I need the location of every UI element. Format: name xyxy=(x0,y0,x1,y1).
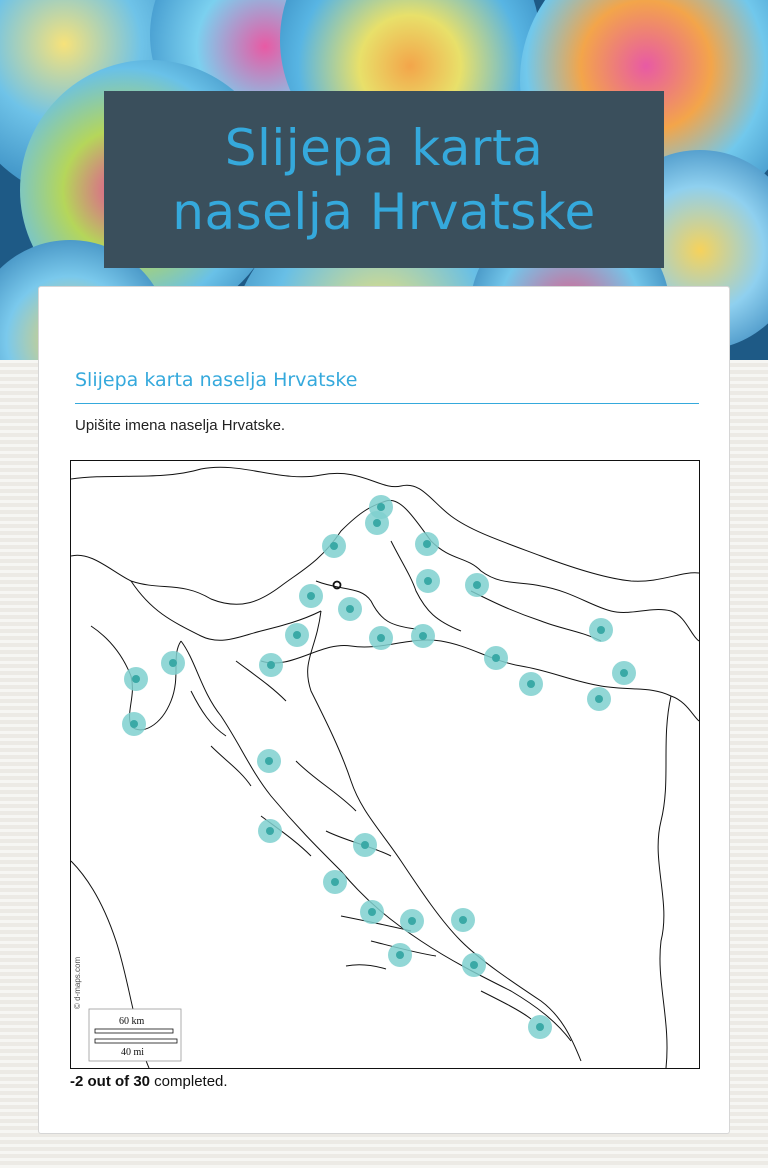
hotspot[interactable] xyxy=(285,623,309,647)
hotspot[interactable] xyxy=(400,909,424,933)
hotspot[interactable] xyxy=(299,584,323,608)
blind-map xyxy=(70,460,700,1069)
hotspot[interactable] xyxy=(416,569,440,593)
progress-status xyxy=(70,1073,228,1090)
hotspot[interactable] xyxy=(519,672,543,696)
hotspot[interactable] xyxy=(411,624,435,648)
hotspot[interactable] xyxy=(465,573,489,597)
hotspot[interactable] xyxy=(528,1015,552,1039)
hotspot[interactable] xyxy=(323,870,347,894)
hotspot[interactable] xyxy=(259,653,283,677)
hotspot[interactable] xyxy=(388,943,412,967)
capital-marker xyxy=(334,582,341,589)
hotspot[interactable] xyxy=(161,651,185,675)
title-banner xyxy=(104,91,664,268)
county-line xyxy=(471,591,601,641)
hotspot[interactable] xyxy=(451,908,475,932)
worksheet-title: Slijepa karta naselja Hrvatske xyxy=(75,369,358,391)
hotspot[interactable] xyxy=(257,749,281,773)
scale-mi-label: 40 mi xyxy=(121,1047,145,1058)
hotspot[interactable] xyxy=(587,687,611,711)
hotspot[interactable] xyxy=(369,626,393,650)
title-divider xyxy=(75,403,699,404)
hotspot[interactable] xyxy=(365,511,389,535)
hotspot[interactable] xyxy=(589,618,613,642)
hotspot[interactable] xyxy=(122,712,146,736)
island-outline xyxy=(481,991,531,1019)
scale-bar xyxy=(89,1009,181,1061)
hotspot[interactable] xyxy=(484,646,508,670)
progress-count: -2 out of 30 xyxy=(70,1073,151,1090)
scale-km-label: 60 km xyxy=(119,1016,145,1027)
island-outline xyxy=(346,965,386,969)
hotspot[interactable] xyxy=(353,833,377,857)
hotspot[interactable] xyxy=(415,532,439,556)
worksheet-instructions: Upišite imena naselja Hrvatske. xyxy=(75,417,286,434)
hotspot[interactable] xyxy=(462,953,486,977)
page-title-line-1: Slijepa karta xyxy=(224,118,544,177)
island-outline xyxy=(211,746,251,786)
map-credit: © d-maps.com xyxy=(73,956,82,1009)
page-title-line-2: naselja Hrvatske xyxy=(172,182,596,241)
county-line xyxy=(316,581,416,629)
hotspot[interactable] xyxy=(338,597,362,621)
hotspot[interactable] xyxy=(258,819,282,843)
map-outline xyxy=(71,461,699,1068)
hotspot[interactable] xyxy=(612,661,636,685)
hotspot[interactable] xyxy=(124,667,148,691)
border-line xyxy=(658,696,671,1068)
hotspot[interactable] xyxy=(360,900,384,924)
worksheet-card xyxy=(38,286,730,1134)
progress-suffix: completed. xyxy=(150,1073,228,1090)
hotspot[interactable] xyxy=(322,534,346,558)
hotspots-layer xyxy=(122,495,636,1039)
